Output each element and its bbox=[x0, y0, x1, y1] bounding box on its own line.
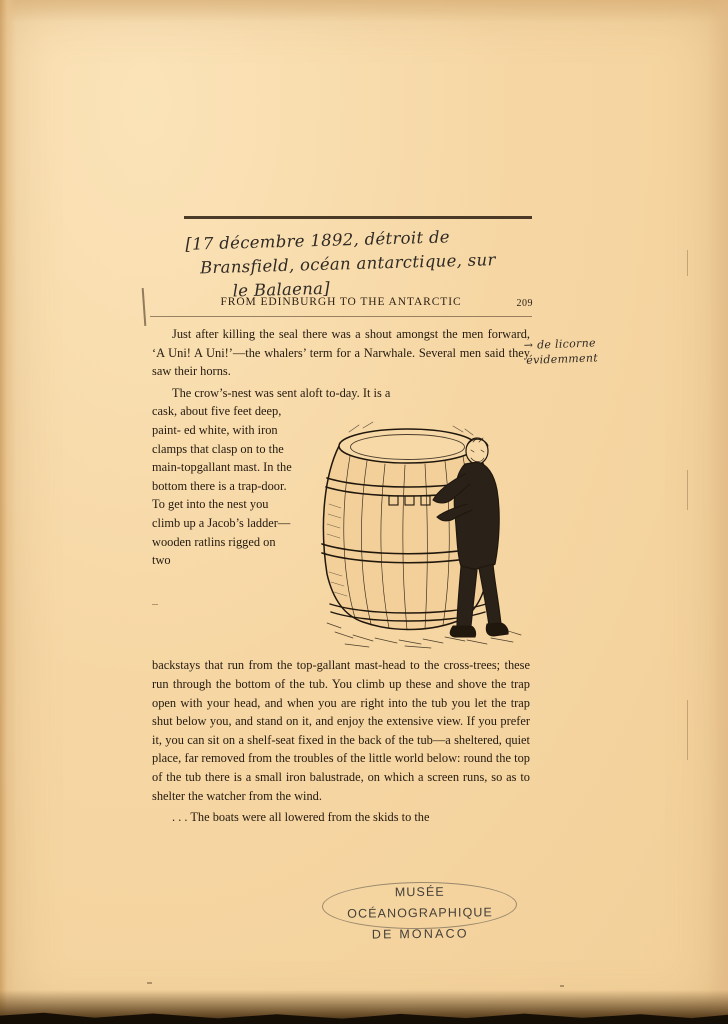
scan-speck bbox=[560, 985, 564, 987]
stamp-line-1: MUSÉE OCÉANOGRAPHIQUE bbox=[347, 884, 493, 921]
annotation-line-1: [17 décembre 1892, détroit de bbox=[185, 227, 451, 254]
margin-annotation-line-2: évidemment bbox=[526, 351, 599, 367]
paragraph-2-continued: backstays that run from the top-gallant mast-head to the cross-trees; these run through the bottom of the tub. You climb up these and shove the trap open with your head, and when you are right into the tub you let the trap shut below you, and stand on it, and enjoy the extensive view. If you prefer it, you can sit on a shelf-seat fixed in the back of the tub—a sheltered, quiet place, far removed from the troubles of the little world below: round the top of the tub there is a small iron balustrade, on which a screen runs, so as to shelter the watcher from the wind. bbox=[152, 658, 530, 803]
paragraph-2-wrap bbox=[152, 384, 530, 805]
annotation-line-3: le Balaena] bbox=[232, 278, 331, 301]
page-edge-left bbox=[0, 0, 16, 1024]
scan-streak bbox=[687, 250, 688, 276]
body-text bbox=[152, 325, 530, 830]
page-edge-top bbox=[0, 0, 728, 22]
museum-stamp bbox=[322, 881, 518, 942]
head-rule bbox=[150, 316, 532, 317]
scan-speck bbox=[147, 982, 152, 984]
running-head-text: FROM EDINBURGH TO THE ANTARCTIC bbox=[220, 296, 462, 308]
illustration-crows-nest bbox=[305, 404, 530, 652]
left-margin-tick bbox=[142, 288, 147, 326]
margin-annotation-line-1: → de licorne bbox=[523, 336, 597, 352]
scan-streak bbox=[687, 700, 688, 760]
page-edge-right bbox=[708, 0, 728, 1024]
stamp-line-2: DE MONACO bbox=[371, 926, 469, 942]
paragraph-3: . . . The boats were all lowered from the skids to the bbox=[172, 810, 430, 825]
annotation-line-2: Bransfield, océan antarctique, sur bbox=[199, 250, 496, 278]
scan-streak bbox=[687, 470, 688, 510]
paragraph-2-lead: The crow’s-nest was sent aloft to-day. It is a bbox=[172, 385, 391, 400]
page-number: 209 bbox=[516, 298, 533, 309]
top-rule bbox=[184, 216, 532, 219]
handwritten-annotation-margin bbox=[524, 334, 635, 368]
scan-speck bbox=[152, 604, 158, 605]
paragraph-2-wrapped: cask, about five feet deep, paint- ed white, with iron clamps that clasp on to the main-topgallant mast. In the bottom there is a trap-door. To get into the nest you climb up a Jacob’s ladder— wooden ratlins rigged on two bbox=[152, 404, 292, 568]
handwritten-annotation-main bbox=[185, 223, 527, 304]
paragraph-1: Just after killing the seal there was a shout amongst the men forward, ‘A Uni! A Uni!’—the whalers’ term for a Narwhale. Several men said they saw their horns. bbox=[152, 327, 530, 379]
